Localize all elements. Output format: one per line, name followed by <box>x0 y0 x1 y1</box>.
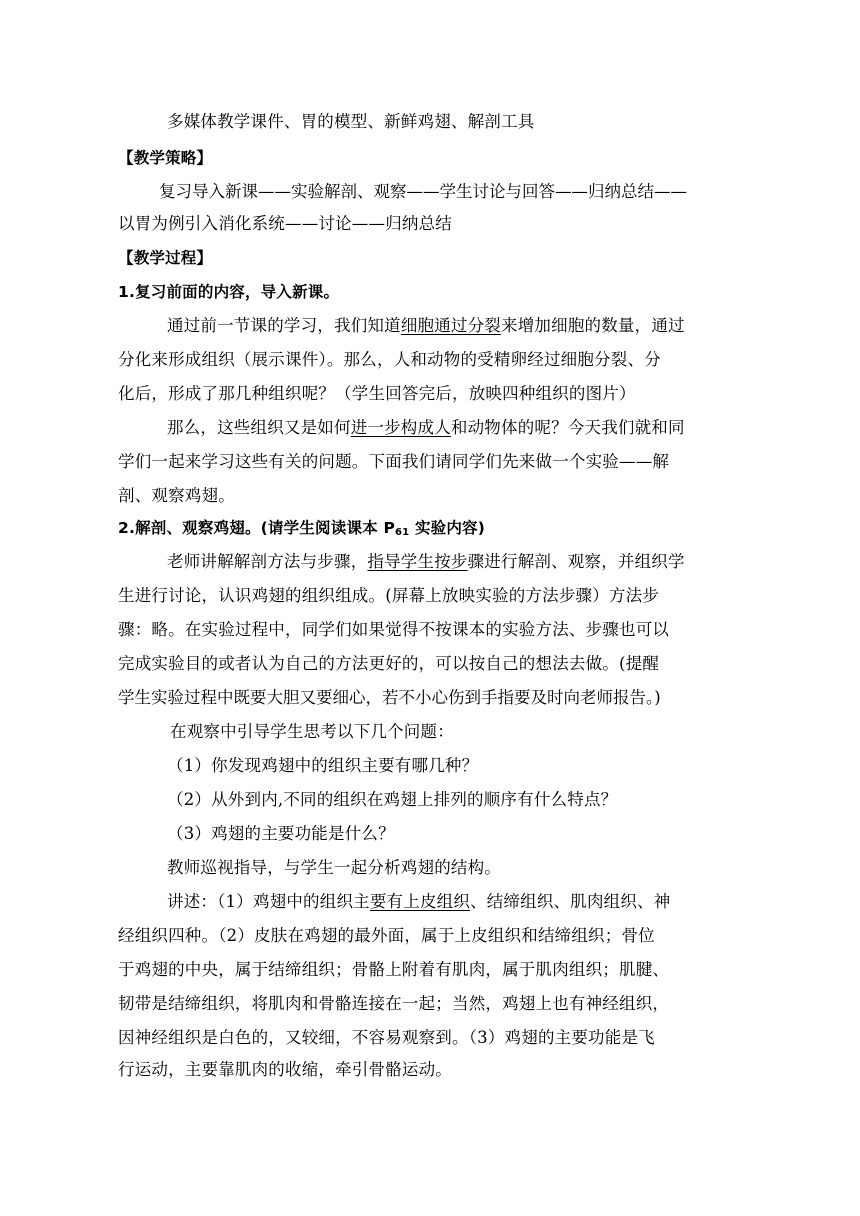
text-run: 骤进行解剖、观察，并组织学 <box>467 552 685 571</box>
guide-line: 在观察中引导学生思考以下几个问题： <box>170 722 454 741</box>
heading-text: 2.解剖、观察鸡翅。(请学生阅读课本 P <box>118 519 396 537</box>
strategy-heading: 【教学策略】 <box>118 149 213 167</box>
s2-p1-line-1 <box>167 552 685 572</box>
question-3: （3）鸡翅的主要功能是什么？ <box>167 824 395 843</box>
s1-p2-line-1 <box>167 418 685 438</box>
strategy-line-1: 复习导入新课——实验解剖、观察——学生讨论与回答——归纳总结—— <box>159 182 687 201</box>
section-1-heading: 1.复习前面的内容，导入新课。 <box>118 283 340 301</box>
patrol-line: 教师巡视指导，与学生一起分析鸡翅的结构。 <box>167 858 501 877</box>
text-run: 、结缔组织、肌肉组织、神 <box>470 892 671 911</box>
question-2: （2）从外到内,不同的组织在鸡翅上排列的顺序有什么特点？ <box>167 790 618 809</box>
question-1: （1）你发现鸡翅中的组织主要有哪几种？ <box>167 756 479 775</box>
s1-p1-line-2: 分化来形成组织（展示课件）。那么，人和动物的受精卵经过细胞分裂、分 <box>118 350 661 369</box>
s2-p1-line-4: 完成实验目的或者认为自己的方法更好的，可以按自己的想法去做。(提醒 <box>118 654 660 673</box>
s2-p1-line-5: 学生实验过程中既要大胆又要细心，若不小心伤到手指要及时向老师报告。) <box>118 688 661 707</box>
section-2-heading <box>118 518 485 543</box>
explain-line-5: 因神经组织是白色的，又较细，不容易观察到。（3）鸡翅的主要功能是飞 <box>118 1028 655 1047</box>
text-run: 那么，这些组织又是如何 <box>167 418 351 437</box>
page-subscript: 61 <box>395 527 410 538</box>
process-heading: 【教学过程】 <box>118 249 213 267</box>
text-run: 来增加细胞的数量，通过 <box>501 316 685 335</box>
text-run: 通过前一节课的学习，我们知道 <box>167 316 401 335</box>
materials-line: 多媒体教学课件、胃的模型、新鲜鸡翅、解剖工具 <box>167 112 535 131</box>
strategy-line-2: 以胃为例引入消化系统——讨论——归纳总结 <box>118 214 452 233</box>
text-run: 讲述：（1）鸡翅中的组织主 <box>167 892 370 911</box>
text-run: 老师讲解解剖方法与步骤， <box>167 552 368 571</box>
explain-line-4: 韧带是结缔组织，将肌肉和骨骼连接在一起；当然，鸡翅上也有神经组织， <box>118 994 670 1013</box>
explain-line-3: 于鸡翅的中央，属于结缔组织；骨骼上附着有肌肉，属于肌肉组织；肌腱、 <box>118 960 670 979</box>
s2-p1-line-3: 骤：略。在实验过程中，同学们如果觉得不按课本的实验方法、步骤也可以 <box>118 620 670 639</box>
underlined-text: 细胞通过分裂 <box>400 316 502 335</box>
s1-p2-line-3: 剖、观察鸡翅。 <box>118 486 235 505</box>
explain-line-6: 行运动，主要靠肌肉的收缩，牵引骨骼运动。 <box>118 1060 452 1079</box>
s2-p1-line-2: 生进行讨论，认识鸡翅的组织组成。(屏幕上放映实验的方法步骤）方法步 <box>118 586 660 605</box>
text-run: 和动物体的呢？今天我们就和同 <box>450 418 685 437</box>
s1-p1-line-3: 化后，形成了那几种组织呢？（学生回答完后，放映四种组织的图片） <box>118 384 636 403</box>
s1-p2-line-2: 学们一起来学习这些有关的问题。下面我们请同学们先来做一个实验——解 <box>118 452 670 471</box>
explain-line-1 <box>167 892 670 912</box>
explain-line-2: 经组织四种。（2）皮肤在鸡翅的最外面，属于上皮组织和结缔组织；骨位 <box>118 926 655 945</box>
underlined-text: 要有上皮组织 <box>369 892 471 911</box>
heading-text: 实验内容) <box>409 519 486 537</box>
underlined-text: 进一步构成人 <box>350 418 451 437</box>
underlined-text: 指导学生按步 <box>367 552 468 571</box>
s1-p1-line-1 <box>167 316 685 336</box>
